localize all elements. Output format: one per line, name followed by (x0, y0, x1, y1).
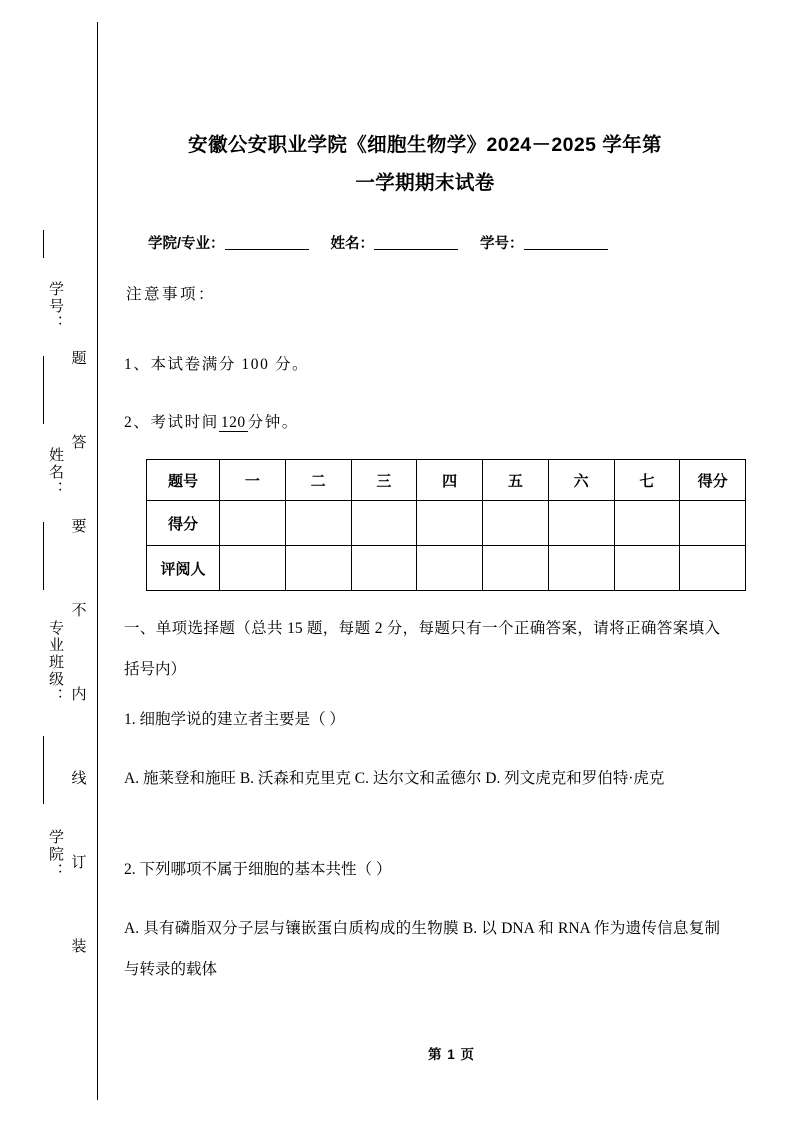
score-cell[interactable] (680, 501, 746, 546)
seal-glyph-6: 订 (71, 855, 87, 871)
grader-cell[interactable] (614, 546, 680, 591)
score-cell[interactable] (548, 501, 614, 546)
seal-divider-segment (43, 230, 44, 258)
title-line-1: 安徽公安职业学院《细胞生物学》2024－2025 学年第 (188, 134, 662, 156)
score-cell[interactable] (417, 501, 483, 546)
college-major-blank[interactable] (225, 249, 309, 250)
score-table-header-0: 题号 (147, 460, 220, 501)
seal-glyph-7: 装 (71, 939, 87, 955)
score-table-header-6: 六 (548, 460, 614, 501)
exam-sheet (110, 0, 793, 1122)
college-major-label: 学院/专业： (148, 236, 225, 252)
seal-divider-segment (43, 356, 44, 424)
name-label: 姓名： (330, 236, 375, 252)
notes-item-1: 1、本试卷满分 100 分。 (124, 356, 310, 373)
seal-label-student-id: 学号： (47, 280, 63, 332)
page-title (125, 126, 725, 202)
grader-cell[interactable] (417, 546, 483, 591)
student-id-blank[interactable] (524, 249, 608, 250)
score-cell[interactable] (220, 501, 286, 546)
score-table-header-8: 得分 (680, 460, 746, 501)
table-row-score (147, 501, 746, 546)
identity-fields-row (148, 232, 728, 253)
seal-glyph-3: 不 (71, 603, 87, 619)
score-cell[interactable] (351, 501, 417, 546)
seal-glyph-5: 线 (71, 771, 87, 787)
seal-label-name: 姓名： (47, 446, 63, 498)
seal-inner-rule (97, 22, 98, 1100)
score-table-header-1: 一 (220, 460, 286, 501)
notes-heading: 注意事项： (126, 286, 217, 303)
score-table-header-4: 四 (417, 460, 483, 501)
score-table-header-7: 七 (614, 460, 680, 501)
student-id-label: 学号： (480, 236, 524, 252)
seal-glyph-0: 题 (71, 351, 87, 367)
seal-glyph-4: 内 (71, 687, 87, 703)
grader-cell[interactable] (220, 546, 286, 591)
question-1-stem: 1. 细胞学说的建立者主要是（ ） (124, 711, 345, 728)
score-cell[interactable] (614, 501, 680, 546)
grader-cell[interactable] (351, 546, 417, 591)
notes-item-2-prefix: 2、考试时间 (124, 414, 219, 431)
grader-cell[interactable] (548, 546, 614, 591)
table-row-header (147, 460, 746, 501)
question-1-options: A. 施莱登和施旺 B. 沃森和克里克 C. 达尔文和孟德尔 D. 列文虎克和罗伯特·虎克 (124, 770, 665, 787)
exam-duration-value: 120 (220, 414, 246, 431)
seal-label-college: 学院： (47, 828, 63, 880)
score-cell[interactable] (483, 501, 549, 546)
page-footer: 第 1 页 (427, 1047, 475, 1062)
question-2-options: A. 具有磷脂双分子层与镶嵌蛋白质构成的生物膜 B. 以 DNA 和 RNA 作为遗传信息复制与转录的载体 (124, 920, 720, 978)
grader-cell[interactable] (680, 546, 746, 591)
notes-item-2-suffix: 分钟。 (247, 414, 299, 431)
score-row-label: 得分 (147, 501, 220, 546)
score-table (146, 459, 746, 591)
score-table-header-3: 三 (351, 460, 417, 501)
section-heading-multiple-choice: 一、单项选择题（总共 15 题，每题 2 分，每题只有一个正确答案，请将正确答案填入括号内） (124, 620, 720, 678)
seal-glyph-1: 答 (71, 435, 87, 451)
grader-cell[interactable] (483, 546, 549, 591)
score-cell[interactable] (285, 501, 351, 546)
notes-item-2 (124, 410, 299, 432)
question-2-stem: 2. 下列哪项不属于细胞的基本共性（ ） (124, 861, 392, 878)
seal-outer-label-column (22, 230, 66, 930)
seal-glyph-2: 要 (71, 519, 87, 535)
grader-row-label: 评阅人 (147, 546, 220, 591)
score-table-header-5: 五 (483, 460, 549, 501)
seal-margin (0, 0, 110, 1122)
seal-divider-segment (43, 522, 44, 590)
grader-cell[interactable] (285, 546, 351, 591)
seal-divider-segment (43, 736, 44, 804)
title-line-2: 一学期期末试卷 (355, 172, 495, 194)
score-table-header-2: 二 (285, 460, 351, 501)
name-blank[interactable] (374, 249, 458, 250)
table-row-grader (147, 546, 746, 591)
seal-label-major-class: 专业班级： (47, 619, 63, 705)
